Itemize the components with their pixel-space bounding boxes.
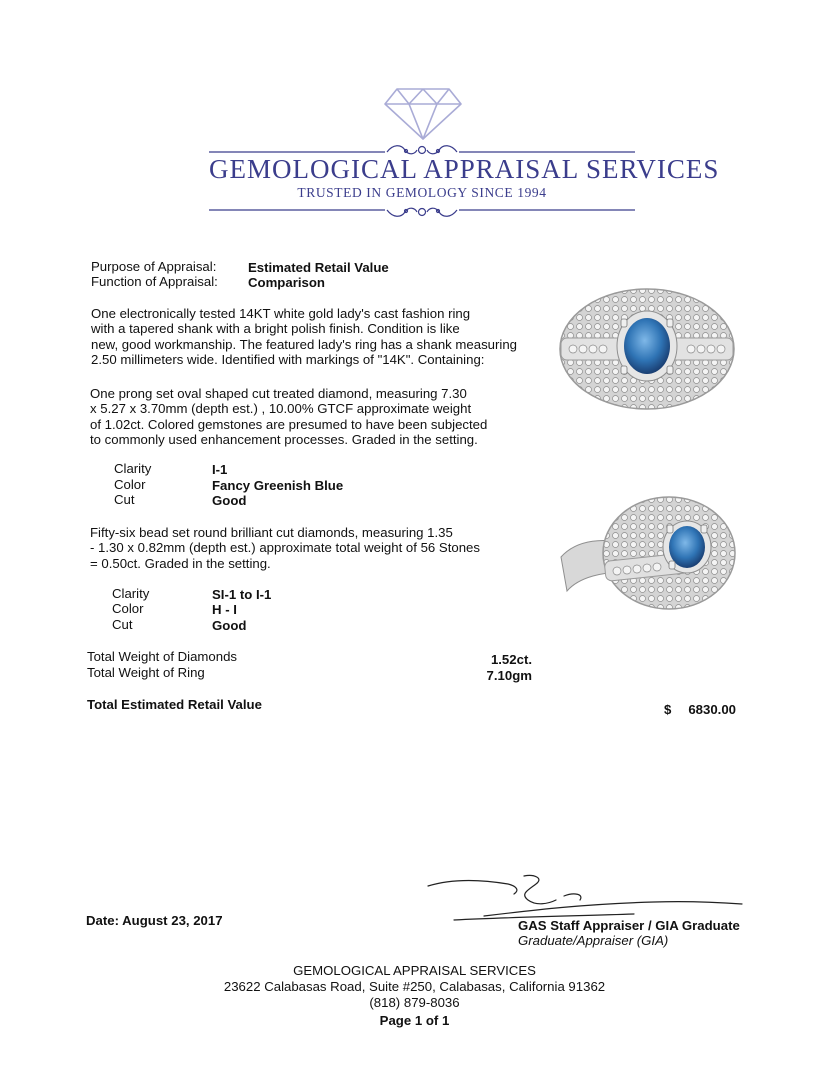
currency-symbol: $: [664, 702, 672, 717]
grade-value: Fancy Greenish Blue: [212, 478, 344, 493]
item-description: [91, 306, 517, 368]
grade-value: H - I: [212, 602, 237, 617]
total-ring-value: 7.10gm: [486, 668, 532, 683]
description-line: 2.50 millimeters wide. Identified with markings of "14K". Containing:: [91, 352, 485, 368]
purpose-value: Estimated Retail Value: [248, 260, 389, 275]
function-value: Comparison: [248, 275, 325, 290]
description-line: new, good workmanship. The featured lady's ring has a shank measuring: [91, 336, 517, 352]
appraiser-title: GAS Staff Appraiser / GIA Graduate: [518, 918, 740, 933]
center-stone-line: x 5.27 x 3.70mm (depth est.) , 10.00% GTCF approximate weight: [90, 401, 472, 417]
grade-value: I-1: [212, 462, 228, 477]
grade-label: Clarity: [114, 461, 152, 476]
company-logo-title: GEMOLOGICAL APPRAISAL SERVICES: [209, 154, 720, 184]
center-stone-line: to commonly used enhancement processes. Graded in the setting.: [90, 432, 478, 448]
appraisal-date: Date: August 23, 2017: [86, 913, 223, 928]
company-tagline: TRUSTED IN GEMOLOGY SINCE 1994: [297, 185, 547, 200]
grade-label: Cut: [114, 492, 135, 507]
center-stone-description: [90, 386, 487, 448]
total-retail-value: 6830.00: [688, 702, 736, 717]
grade-value: Good: [212, 618, 247, 633]
total-ring-label: Total Weight of Ring: [87, 665, 205, 680]
grade-value: SI-1 to I-1: [212, 587, 272, 602]
side-stones-line: = 0.50ct. Graded in the setting.: [90, 555, 271, 571]
footer-phone: (818) 879-8036: [369, 995, 460, 1010]
appraiser-credential: Graduate/Appraiser (GIA): [518, 933, 669, 948]
center-stone-line: One prong set oval shaped cut treated diamond, measuring 7.30: [90, 386, 467, 401]
grade-label: Color: [112, 601, 144, 616]
purpose-label: Purpose of Appraisal:: [91, 259, 217, 274]
diamond-logo-icon: [383, 86, 463, 142]
side-stones-line: - 1.30 x 0.82mm (depth est.) approximate total weight of 56 Stones: [90, 540, 480, 556]
side-stones-description: [90, 525, 480, 571]
footer-address: 23622 Calabasas Road, Suite #250, Calabasas, California 91362: [223, 979, 606, 994]
grade-label: Clarity: [112, 586, 150, 601]
grade-label: Cut: [112, 617, 133, 632]
center-stone-line: of 1.02ct. Colored gemstones are presumed to have been subjected: [90, 416, 488, 432]
grade-label: Color: [114, 477, 146, 492]
description-line: One electronically tested 14KT white gold lady's cast fashion ring: [91, 306, 471, 321]
page-number: Page 1 of 1: [379, 1013, 450, 1028]
total-retail-label: Total Estimated Retail Value: [87, 697, 262, 712]
footer-company: GEMOLOGICAL APPRAISAL SERVICES: [293, 963, 536, 978]
function-label: Function of Appraisal:: [91, 274, 218, 289]
description-line: with a tapered shank with a bright polish finish. Condition is like: [91, 321, 460, 337]
ring-photo-side: [557, 495, 737, 615]
grade-value: Good: [212, 493, 247, 508]
total-diamonds-label: Total Weight of Diamonds: [87, 649, 238, 664]
scroll-ornament-icon: [209, 202, 635, 218]
side-stones-line: Fifty-six bead set round brilliant cut diamonds, measuring 1.35: [90, 525, 453, 540]
ring-photo-top: [557, 286, 737, 412]
total-diamonds-value: 1.52ct.: [490, 652, 532, 667]
